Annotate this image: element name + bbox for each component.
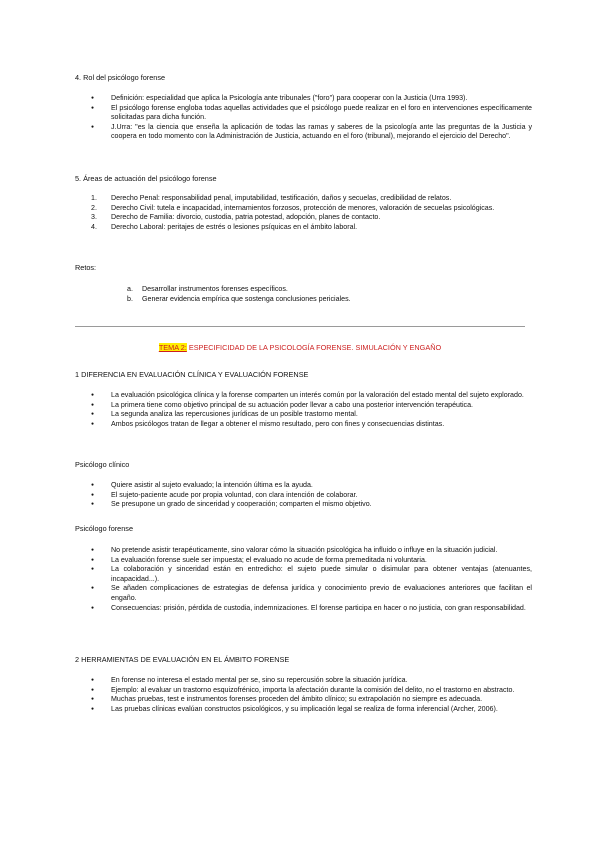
list-item: ● J.Urra: "es la ciencia que enseña la aplicación de todas las ramas y saberes de la psicología ante las preguntas de la Justicia y coopera en todo momento con la Administración de Justicia, actuando en el foro (tribunal), mejorando el ejercicio del Derecho". (0, 123, 600, 142)
list-item: ● Ambos psicólogos tratan de llegar a obtener el mismo resultado, pero con fines y consecuencias distintas. (0, 420, 600, 430)
list-item: ● Se presupone un grado de sinceridad y cooperación; comparten el mismo objetivo. (0, 500, 600, 510)
list-item: ● Se añaden complicaciones de estrategias de defensa jurídica y conocimiento previo de evaluaciones anteriores que facilitan el engaño. (0, 584, 600, 603)
diferencia-heading: 1 DIFERENCIA EN EVALUACIÓN CLÍNICA Y EVALUACIÓN FORENSE (75, 370, 309, 379)
list-item: ● La evaluación forense suele ser impuesta; el evaluado no acude de forma premeditada ni voluntaria. (0, 556, 600, 566)
list-item: ● La colaboración y sinceridad están en entredicho: el sujeto puede simular o disimular para obtener ventajas (atenuantes, incapacidad...). (0, 565, 600, 584)
horizontal-divider (75, 326, 525, 327)
list-item: b. Generar evidencia empírica que sostenga conclusiones periciales. (127, 294, 351, 303)
list-item: ● El psicólogo forense engloba todas aquellas actividades que el psicólogo puede realizar en el foro en intervenciones específicamente solicitadas para dicha función. (0, 104, 600, 123)
clinico-heading: Psicólogo clínico (75, 460, 130, 469)
list-item: ● Las pruebas clínicas evalúan constructos psicológicos, y su implicación legal se realiza de forma inferencial (Archer, 2006). (0, 705, 600, 715)
section-4-bullets (0, 94, 600, 142)
list-item: a. Desarrollar instrumentos forenses específicos. (127, 285, 288, 293)
retos-label: Retos: (75, 263, 97, 272)
list-item: ● Quiere asistir al sujeto evaluado; la intención última es la ayuda. (0, 481, 600, 491)
list-item: ● La evaluación psicológica clínica y la forense comparten un interés común por la valoración del estado mental del sujeto explorado. (0, 391, 600, 401)
list-item: ● Muchas pruebas, test e instrumentos forenses proceden del ámbito clínico; su extrapolación no siempre es adecuada. (0, 695, 600, 705)
tema-2-highlight: TEMA 2: (158, 343, 187, 352)
list-item: ● El sujeto-paciente acude por propia voluntad, con clara intención de colaborar. (0, 491, 600, 501)
forense-heading: Psicólogo forense (75, 524, 134, 533)
section-5-heading: 5. Áreas de actuación del psicólogo forense (75, 174, 217, 183)
list-item: 3. Derecho de Familia: divorcio, custodia, patria potestad, adopción, planes de contacto. (91, 213, 381, 222)
retos-list (0, 285, 600, 304)
list-item: ● No pretende asistir terapéuticamente, sino valorar cómo la situación psicológica ha influido o influye en la situación judicial. (0, 546, 600, 556)
forense-bullets (0, 546, 600, 613)
list-item: ● En forense no interesa el estado mental per se, sino su repercusión sobre la situación jurídica. (0, 676, 600, 686)
list-item: ● Ejemplo: al evaluar un trastorno esquizofrénico, importa la afectación durante la comisión del delito, no el trastorno en abstracto. (0, 686, 600, 696)
list-item: ● La segunda analiza las repercusiones jurídicas de un posible trastorno mental. (0, 410, 600, 420)
list-item: ● Consecuencias: prisión, pérdida de custodia, indemnizaciones. El forense participa en hacer o no justicia, con gran responsabilidad. (0, 604, 600, 614)
clinico-bullets (0, 481, 600, 510)
list-item: ● La primera tiene como objetivo principal de su actuación poder llevar a cabo una posterior intervención terapéutica. (0, 401, 600, 411)
tema-2-title: TEMA 2: ESPECIFICIDAD DE LA PSICOLOGÍA FORENSE. SIMULACIÓN Y ENGAÑO (158, 343, 442, 352)
list-item: ● Definición: especialidad que aplica la Psicología ante tribunales ("foro") para cooperar con la Justicia (Urra 1993). (0, 94, 600, 104)
herramientas-bullets (0, 676, 600, 714)
section-4-heading: 4. Rol del psicólogo forense (75, 73, 166, 82)
list-item: 2. Derecho Civil: tutela e incapacidad, internamientos forzosos, protección de menores, valoración de secuelas psicológicas. (91, 203, 495, 212)
herramientas-heading: 2 HERRAMIENTAS DE EVALUACIÓN EN EL ÁMBITO FORENSE (75, 655, 290, 664)
list-item: 1. Derecho Penal: responsabilidad penal, imputabilidad, testificación, daños y secuelas, credibilidad de relatos. (91, 194, 452, 202)
list-item: 4. Derecho Laboral: peritajes de estrés o lesiones psíquicas en el ámbito laboral. (91, 222, 358, 231)
diferencia-bullets (0, 391, 600, 429)
section-5-list (0, 194, 600, 232)
